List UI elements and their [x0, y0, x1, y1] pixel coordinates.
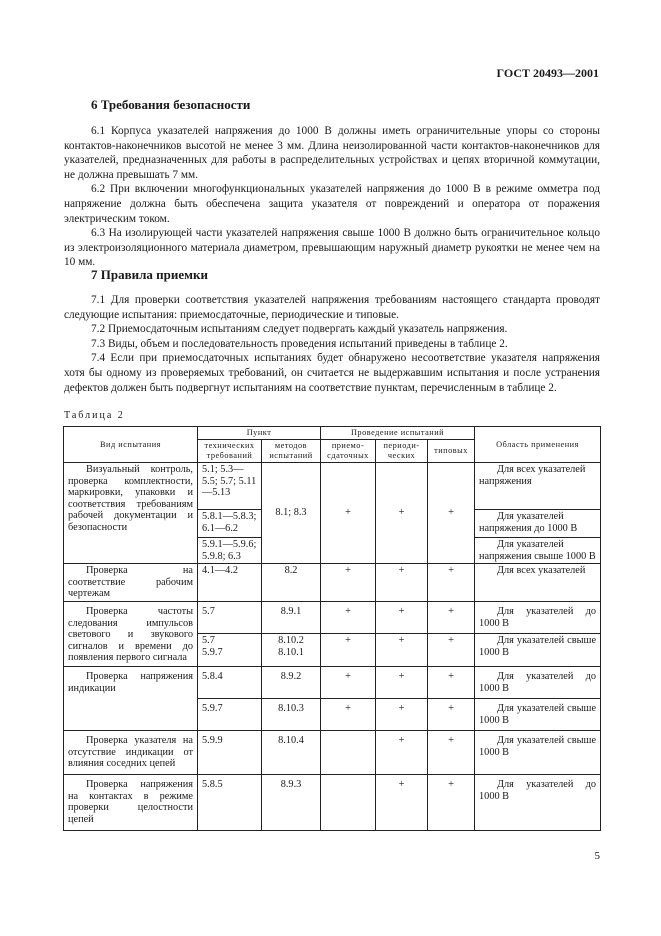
cell-period: +	[376, 666, 428, 698]
th-conduct: Проведение испытаний	[321, 427, 475, 440]
cell-accept: +	[321, 601, 376, 633]
paragraph-6-1: 6.1 Корпуса указателей напряжения до 1000 В должны иметь ограничительные упоры со стороны контактов-наконечников высотой не менее 3 мм. Длина неизолированной части контактов-наконечников для указателей, предназначенных для работы в распределительных устройствах и цепях вторичной коммутации, не должна превышать 7 мм.	[64, 125, 600, 181]
cell-accept: +	[321, 698, 376, 730]
cell-methods-line: 8.10.2	[278, 634, 304, 646]
th-punkt: Пункт	[198, 427, 321, 440]
th-accept: приемо-сдаточных	[321, 440, 376, 463]
cell-tech	[198, 633, 262, 666]
cell-methods: 8.9.2	[262, 666, 321, 698]
paragraph-7-1: 7.1 Для проверки соответствия указателей напряжения требованиям настоящего стандарта проводят следующие испытания: приемосдаточные, периодические и типовые.	[64, 294, 600, 321]
cell-period: +	[376, 633, 428, 666]
cell-tech: 5.8.5	[198, 774, 262, 830]
section-6-title: 6 Требования безопасности	[91, 97, 251, 112]
table-header-row	[64, 427, 601, 440]
cell-area: Для указателей свыше 1000 В	[475, 730, 601, 774]
cell-accept: +	[321, 564, 376, 602]
cell-kind: Проверка на соответствие рабочим чертежам	[64, 564, 198, 602]
th-methods: методов испытаний	[262, 440, 321, 463]
cell-kind: Проверка частоты следования импульсов светового и звукового сигналов и времени до появления первого сигнала	[64, 601, 198, 666]
cell-period: +	[376, 774, 428, 830]
cell-methods-line: 8.10.1	[278, 646, 304, 658]
cell-area: Для указателей напряжения свыше 1000 В	[475, 538, 601, 564]
section-6-body	[64, 124, 600, 270]
cell-methods: 8.9.1	[262, 601, 321, 633]
cell-methods: 8.2	[262, 564, 321, 602]
cell-tech: 5.1; 5.3—5.5; 5.7; 5.11—5.13	[198, 463, 262, 510]
cell-tech: 5.9.9	[198, 730, 262, 774]
paragraph-7-4: 7.4 Если при приемосдаточных испытаниях будет обнаружено несоответствие указателя напряжения хотя бы одному из проверяемых требований, он считается не выдержавшим испытания и после устранения дефектов должен быть подвергнут испытаниям на соответствие пунктам, перечисленным в таблице 2.	[64, 352, 600, 394]
cell-kind: Проверка напряжения на контактах в режиме проверки целостности цепей	[64, 774, 198, 830]
cell-tech: 5.8.1—5.8.3; 6.1—6.2	[198, 510, 262, 538]
table-row	[64, 774, 601, 830]
th-kind: Вид испытания	[64, 427, 198, 463]
cell-type: +	[428, 666, 475, 698]
paragraph-6-3: 6.3 На изолирующей части указателей напряжения свыше 1000 В должно быть ограничительное кольцо из электроизоляционного материала диаметром, превышающим наружный диаметр рукоятки не менее чем на 10 мм.	[64, 227, 600, 269]
cell-type: +	[428, 601, 475, 633]
cell-kind: Проверка указателя на отсутствие индикации от влияния соседних цепей	[64, 730, 198, 774]
cell-period: +	[376, 730, 428, 774]
cell-type: +	[428, 730, 475, 774]
cell-area: Для всех указателей	[475, 564, 601, 602]
cell-accept	[321, 730, 376, 774]
document-header: ГОСТ 20493—2001	[496, 66, 599, 80]
cell-period: +	[376, 698, 428, 730]
table-caption: Таблица 2	[64, 410, 125, 421]
paragraph-7-3: 7.3 Виды, объем и последовательность проведения испытаний приведены в таблице 2.	[91, 337, 508, 350]
cell-period: +	[376, 601, 428, 633]
section-7-body	[64, 293, 600, 395]
cell-area: Для указателей до 1000 В	[475, 774, 601, 830]
cell-type: +	[428, 633, 475, 666]
cell-accept: +	[321, 633, 376, 666]
cell-tech: 5.7	[198, 601, 262, 633]
table-row	[64, 463, 601, 510]
cell-type: +	[428, 564, 475, 602]
table-row	[64, 601, 601, 633]
th-period: периоди-ческих	[376, 440, 428, 463]
section-7-title: 7 Правила приемки	[91, 267, 208, 282]
cell-area: Для указателей до 1000 В	[475, 601, 601, 633]
cell-tech: 4.1—4.2	[198, 564, 262, 602]
cell-tech-line: 5.9.7	[202, 646, 223, 658]
cell-area: Для указателей свыше 1000 В	[475, 633, 601, 666]
cell-methods: 8.9.3	[262, 774, 321, 830]
cell-accept	[321, 774, 376, 830]
cell-tech: 5.9.7	[198, 698, 262, 730]
cell-tech: 5.8.4	[198, 666, 262, 698]
cell-type: +	[428, 698, 475, 730]
table-row	[64, 730, 601, 774]
cell-area: Для указателей до 1000 В	[475, 666, 601, 698]
cell-period: +	[376, 463, 428, 564]
cell-type: +	[428, 774, 475, 830]
cell-accept: +	[321, 463, 376, 564]
cell-tech: 5.9.1—5.9.6; 5.9.8; 6.3	[198, 538, 262, 564]
cell-accept: +	[321, 666, 376, 698]
tests-table	[63, 426, 601, 831]
th-tech: технических требований	[198, 440, 262, 463]
page-number: 5	[594, 850, 600, 862]
cell-methods: 8.10.3	[262, 698, 321, 730]
table-row	[64, 666, 601, 698]
paragraph-6-2: 6.2 При включении многофункциональных указателей напряжения до 1000 В в режиме омметра под напряжение должна быть обеспечена защита указателя от повреждений и оператора от поражения электрическим током.	[64, 183, 600, 225]
cell-kind: Проверка напряжения индикации	[64, 666, 198, 730]
cell-period: +	[376, 564, 428, 602]
paragraph-7-2: 7.2 Приемосдаточным испытаниям следует подвергать каждый указатель напряжения.	[91, 323, 508, 336]
cell-area: Для всех указателей напряжения	[475, 463, 601, 510]
th-type: типовых	[428, 440, 475, 463]
cell-area: Для указателей свыше 1000 В	[475, 698, 601, 730]
cell-methods	[262, 633, 321, 666]
cell-methods: 8.1; 8.3	[262, 463, 321, 564]
cell-type: +	[428, 463, 475, 564]
cell-tech-line: 5.7	[202, 634, 215, 646]
th-area: Область применения	[475, 427, 601, 463]
cell-kind: Визуальный контроль, проверка комплектности, маркировки, упаковки и соответствия требованиям рабочей документации и безопасности	[64, 463, 198, 564]
cell-methods: 8.10.4	[262, 730, 321, 774]
table-row	[64, 564, 601, 602]
cell-area: Для указателей напряжения до 1000 В	[475, 510, 601, 538]
